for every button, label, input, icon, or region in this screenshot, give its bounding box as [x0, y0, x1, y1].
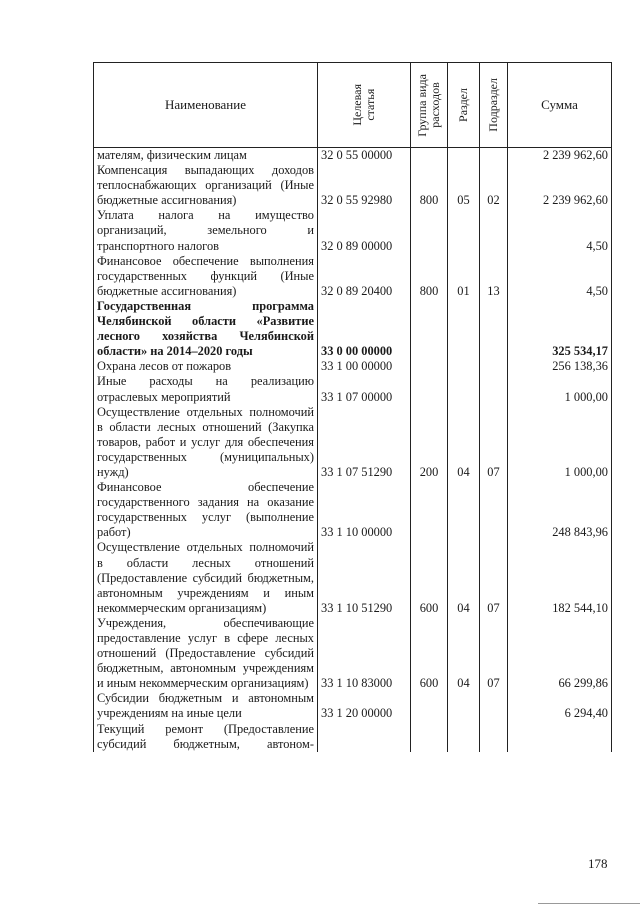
row-section [448, 299, 480, 359]
row-subsection [480, 299, 508, 359]
row-amount: 256 138,36 [508, 359, 612, 374]
row-code: 33 1 10 83000 [318, 616, 411, 691]
row-group: 200 [411, 405, 448, 480]
row-group [411, 208, 448, 253]
table-row [94, 163, 612, 208]
row-amount: 2 239 962,60 [508, 163, 612, 208]
row-code: 32 0 55 00000 [318, 148, 411, 164]
row-group [411, 374, 448, 404]
row-subsection: 13 [480, 254, 508, 299]
row-section [448, 359, 480, 374]
table-row [94, 254, 612, 299]
table-row [94, 616, 612, 691]
row-group: 800 [411, 254, 448, 299]
row-name: Иные расходы на реализацию отраслевых мероприятий [94, 374, 318, 404]
row-code: 33 1 07 51290 [318, 405, 411, 480]
row-subsection: 07 [480, 616, 508, 691]
table-row-program [94, 299, 612, 359]
row-section: 01 [448, 254, 480, 299]
row-code: 32 0 89 00000 [318, 208, 411, 253]
row-subsection: 07 [480, 540, 508, 615]
row-amount: 6 294,40 [508, 691, 612, 721]
row-subsection: 07 [480, 405, 508, 480]
row-code: 33 1 10 00000 [318, 480, 411, 540]
row-group: 600 [411, 616, 448, 691]
row-subsection [480, 374, 508, 404]
row-group [411, 359, 448, 374]
row-subsection [480, 148, 508, 164]
page-number: 178 [588, 856, 608, 871]
row-code: 32 0 55 92980 [318, 163, 411, 208]
row-subsection [480, 691, 508, 721]
row-code: 32 0 89 20400 [318, 254, 411, 299]
footer-divider [538, 903, 640, 904]
header-target-article: Целевая статья [350, 84, 377, 126]
row-amount: 4,50 [508, 208, 612, 253]
row-section [448, 722, 480, 752]
row-subsection [480, 480, 508, 540]
row-amount [508, 722, 612, 752]
row-amount: 1 000,00 [508, 405, 612, 480]
row-code: 33 1 07 00000 [318, 374, 411, 404]
header-target-article-cell [318, 63, 411, 148]
row-name: Осуществление отдельных полномочий в области лесных отношений (Предоставление субсидий бюджетным, автономным учреждениям и иным некоммерческим организациям) [94, 540, 318, 615]
table-row [94, 540, 612, 615]
row-name: Текущий ремонт (Предоставление субсидий бюджетным, автоном- [94, 722, 318, 752]
header-expense-group: Группа вида расходов [415, 73, 442, 137]
table-row [94, 148, 612, 164]
row-section: 04 [448, 616, 480, 691]
row-section [448, 691, 480, 721]
table-row [94, 722, 612, 752]
table-row [94, 359, 612, 374]
row-section: 04 [448, 540, 480, 615]
row-section: 04 [448, 405, 480, 480]
row-name: Компенсация выпадающих доходов теплоснабжающих организаций (Иные бюджетные ассигнования) [94, 163, 318, 208]
row-section [448, 148, 480, 164]
row-subsection: 02 [480, 163, 508, 208]
row-section [448, 208, 480, 253]
header-subsection-cell [480, 63, 508, 148]
row-amount: 248 843,96 [508, 480, 612, 540]
budget-table [93, 62, 612, 752]
row-amount: 66 299,86 [508, 616, 612, 691]
table-row [94, 208, 612, 253]
row-amount: 4,50 [508, 254, 612, 299]
table-row [94, 480, 612, 540]
row-group [411, 148, 448, 164]
header-name: Наименование [94, 63, 318, 148]
row-name: Финансовое обеспечение государственного задания на оказание государственных услуг (выполнение работ) [94, 480, 318, 540]
header-subsection: Подраздел [486, 78, 500, 132]
row-subsection [480, 208, 508, 253]
header-section: Раздел [456, 88, 470, 122]
header-expense-group-cell [411, 63, 448, 148]
row-name: Финансовое обеспечение выполнения государственных функций (Иные бюджетные ассигнования) [94, 254, 318, 299]
row-group [411, 691, 448, 721]
row-amount: 2 239 962,60 [508, 148, 612, 164]
row-group [411, 299, 448, 359]
table-header-row [94, 63, 612, 148]
row-group: 600 [411, 540, 448, 615]
row-name: Субсидии бюджетным и автономным учреждениям на иные цели [94, 691, 318, 721]
row-section [448, 374, 480, 404]
table-row [94, 405, 612, 480]
row-group [411, 480, 448, 540]
row-name: Государственная программа Челябинской области «Развитие лесного хозяйства Челябинской области» на 2014–2020 годы [94, 299, 318, 359]
row-code: 33 1 10 51290 [318, 540, 411, 615]
row-group [411, 722, 448, 752]
row-section: 05 [448, 163, 480, 208]
row-subsection [480, 722, 508, 752]
table-row [94, 374, 612, 404]
header-section-cell [448, 63, 480, 148]
row-name: Учреждения, обеспечивающие предоставление услуг в сфере лесных отношений (Предоставление субсидий бюджетным, автономным учреждениям и иным некоммерческим организациям) [94, 616, 318, 691]
row-name: Осуществление отдельных полномочий в области лесных отношений (Закупка товаров, работ и услуг для обеспечения государственных (муниципальных) нужд) [94, 405, 318, 480]
row-name: мателям, физическим лицам [94, 148, 318, 164]
row-group: 800 [411, 163, 448, 208]
row-name: Уплата налога на имущество организаций, земельного и транспортного налогов [94, 208, 318, 253]
row-code: 33 0 00 00000 [318, 299, 411, 359]
row-code: 33 1 00 00000 [318, 359, 411, 374]
table-row [94, 691, 612, 721]
row-amount: 325 534,17 [508, 299, 612, 359]
row-code: 33 1 20 00000 [318, 691, 411, 721]
row-code [318, 722, 411, 752]
header-amount: Сумма [508, 63, 612, 148]
row-section [448, 480, 480, 540]
row-amount: 1 000,00 [508, 374, 612, 404]
row-subsection [480, 359, 508, 374]
row-amount: 182 544,10 [508, 540, 612, 615]
row-name: Охрана лесов от пожаров [94, 359, 318, 374]
